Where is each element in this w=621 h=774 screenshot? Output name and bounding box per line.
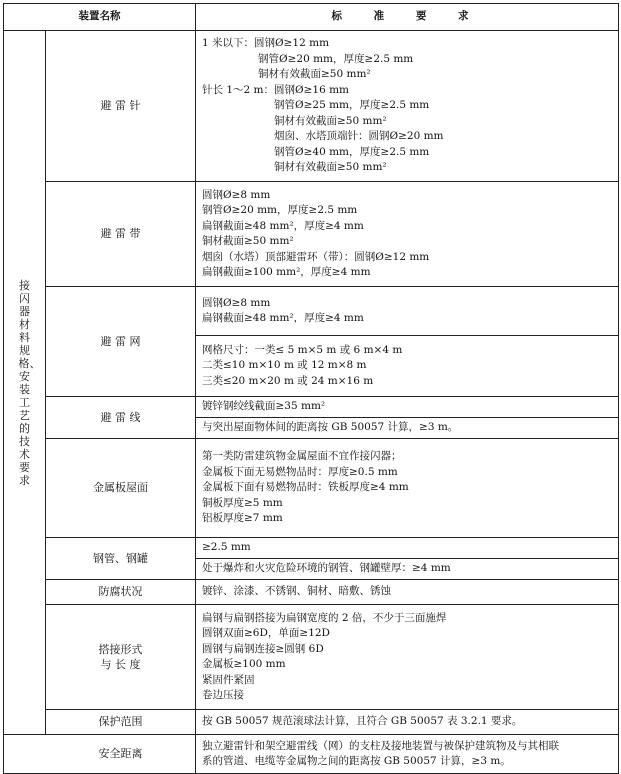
- row-lap-joint: [4, 605, 619, 710]
- header-device-name: 装置名称: [4, 4, 196, 31]
- req-line: 圆钢Ø≥8 mm: [202, 296, 271, 309]
- req-line: 与突出屋面物体间的距离按 GB 50057 计算，≥3 m。: [202, 421, 459, 434]
- req-line: 系的管道、电缆等金属物之间的距离按 GB 50057 计算，≥3 m。: [202, 755, 511, 767]
- device-steel-pipe: 钢管、钢罐: [46, 538, 196, 580]
- row-lightning-wire-a: [4, 397, 619, 418]
- req-lap-joint: [196, 605, 619, 710]
- req-line: 紧固件紧固: [202, 673, 255, 686]
- header-row: [4, 4, 619, 31]
- req-line: 网格尺寸：一类≤ 5 m×5 m 或 6 m×4 m: [202, 343, 403, 356]
- row-safety-distance: [4, 735, 619, 774]
- row-steel-pipe-a: [4, 538, 619, 559]
- req-line: 按 GB 50057 规范滚球法计算，且符合 GB 50057 表 3.2.1 要求。: [202, 715, 523, 728]
- req-line: 金属板≥100 mm: [202, 658, 286, 670]
- req-protection-range: [196, 710, 619, 735]
- row-air-terminal: [4, 31, 619, 182]
- row-anticorrosion: [4, 580, 619, 605]
- req-line: 二类≤10 m×10 m 或 12 m×8 m: [202, 359, 367, 372]
- req-line: 扁钢与扁钢搭接为扁钢宽度的 2 倍，不少于三面施焊: [202, 611, 447, 624]
- req-line: 独立避雷针和架空避雷线（网）的支柱及接地装置与被保护建筑物及与其相联: [202, 739, 559, 752]
- req-line: 铜板厚度≥5 mm: [202, 496, 283, 509]
- device-safety-distance: 安全距离: [4, 735, 196, 774]
- req-steel-pipe-2: [196, 559, 619, 580]
- req-line: 烟囱、水塔顶端针：圆钢Ø≥20 mm: [274, 130, 444, 143]
- req-steel-pipe-1: [196, 538, 619, 559]
- req-line: 铝板厚度≥7 mm: [202, 512, 283, 525]
- device-lightning-wire: 避 雷 线: [46, 397, 196, 439]
- req-line: 卷边压接: [202, 689, 244, 701]
- device-lap-joint-line2: 与 长 度: [100, 658, 141, 671]
- header-standard-requirements: 标 准 要 求: [196, 4, 619, 31]
- device-anticorrosion: 防腐状况: [46, 580, 196, 605]
- req-line: 圆钢双面≥6D，单面≥12D: [202, 627, 330, 639]
- req-metal-roof: [196, 439, 619, 538]
- row-lightning-strip: [4, 182, 619, 287]
- req-line: 镀锌、涂漆、不锈钢、铜材、暗敷、锈蚀: [202, 585, 391, 598]
- req-line: 三类≤20 m×20 m 或 24 m×16 m: [202, 374, 374, 387]
- device-lap-joint-line1: 搭接形式: [98, 642, 143, 656]
- device-metal-roof: 金属板屋面: [46, 439, 196, 538]
- req-line: 钢管Ø≥20 mm，厚度≥2.5 mm: [258, 52, 414, 65]
- req-line: 铜材截面≥50 mm²: [202, 235, 294, 247]
- req-lightning-wire-2: [196, 418, 619, 439]
- req-line: 镀锌钢绞线截面≥35 mm²: [202, 400, 326, 413]
- device-lightning-strip: 避 雷 带: [46, 182, 196, 287]
- req-line: 烟囱（水塔）顶部避雷环（带）：圆钢Ø≥12 mm: [202, 250, 430, 263]
- req-line: 铜材有效截面≥50 mm²: [274, 114, 387, 127]
- req-line: 钢管Ø≥25 mm，厚度≥2.5 mm: [274, 99, 430, 112]
- req-line: 钢管Ø≥20 mm，厚度≥2.5 mm: [202, 204, 358, 216]
- req-line: 圆钢Ø≥8 mm: [202, 188, 271, 201]
- row-lightning-mesh-a: [4, 287, 619, 336]
- device-air-terminal: 避 雷 针: [46, 31, 196, 182]
- req-line: 钢管Ø≥40 mm，厚度≥2.5 mm: [274, 145, 430, 158]
- req-line: 金属板下面无易燃物品时：厚度≥0.5 mm: [202, 465, 398, 478]
- req-line: 处于爆炸和火灾危险环境的钢管、钢罐壁厚：≥4 mm: [202, 562, 451, 575]
- req-line: 1 米以下：圆钢Ø≥12 mm: [202, 37, 330, 50]
- req-line: ≥2.5 mm: [202, 541, 251, 554]
- device-lightning-mesh: 避 雷 网: [46, 287, 196, 397]
- spec-document: [3, 3, 618, 767]
- req-lightning-mesh-material: [196, 287, 619, 336]
- req-lightning-wire-1: [196, 397, 619, 418]
- category-label: 接闪器材料规格、安装工艺的技术要求: [18, 278, 41, 487]
- device-protection-range: 保护范围: [46, 710, 196, 735]
- req-line: 铜材有效截面≥50 mm²: [274, 161, 387, 174]
- req-line: 金属板下面有易燃物品时：铁板厚度≥4 mm: [202, 481, 409, 494]
- spec-table: [3, 3, 619, 774]
- category-cell: [4, 31, 46, 735]
- row-protection-range: [4, 710, 619, 735]
- req-line: 第一类防雷建筑物金属屋面不宜作接闪器；: [202, 450, 402, 463]
- req-line: 扁钢截面≥100 mm²，厚度≥4 mm: [202, 266, 371, 278]
- req-line: 扁钢截面≥48 mm²，厚度≥4 mm: [202, 312, 364, 324]
- req-air-terminal: [196, 31, 619, 182]
- req-line: 圆钢与扁钢连接≥圆钢 6D: [202, 642, 324, 655]
- req-safety-distance: [196, 735, 619, 774]
- req-line: 针长 1～2 m：圆钢Ø≥16 mm: [202, 83, 350, 96]
- device-lap-joint: [46, 605, 196, 710]
- req-line: 扁钢截面≥48 mm²，厚度≥4 mm: [202, 219, 364, 232]
- req-anticorrosion: [196, 580, 619, 605]
- req-line: 铜材有效截面≥50 mm²: [258, 68, 371, 81]
- req-lightning-strip: [196, 182, 619, 287]
- req-lightning-mesh-grid: [196, 336, 619, 397]
- row-metal-roof: [4, 439, 619, 538]
